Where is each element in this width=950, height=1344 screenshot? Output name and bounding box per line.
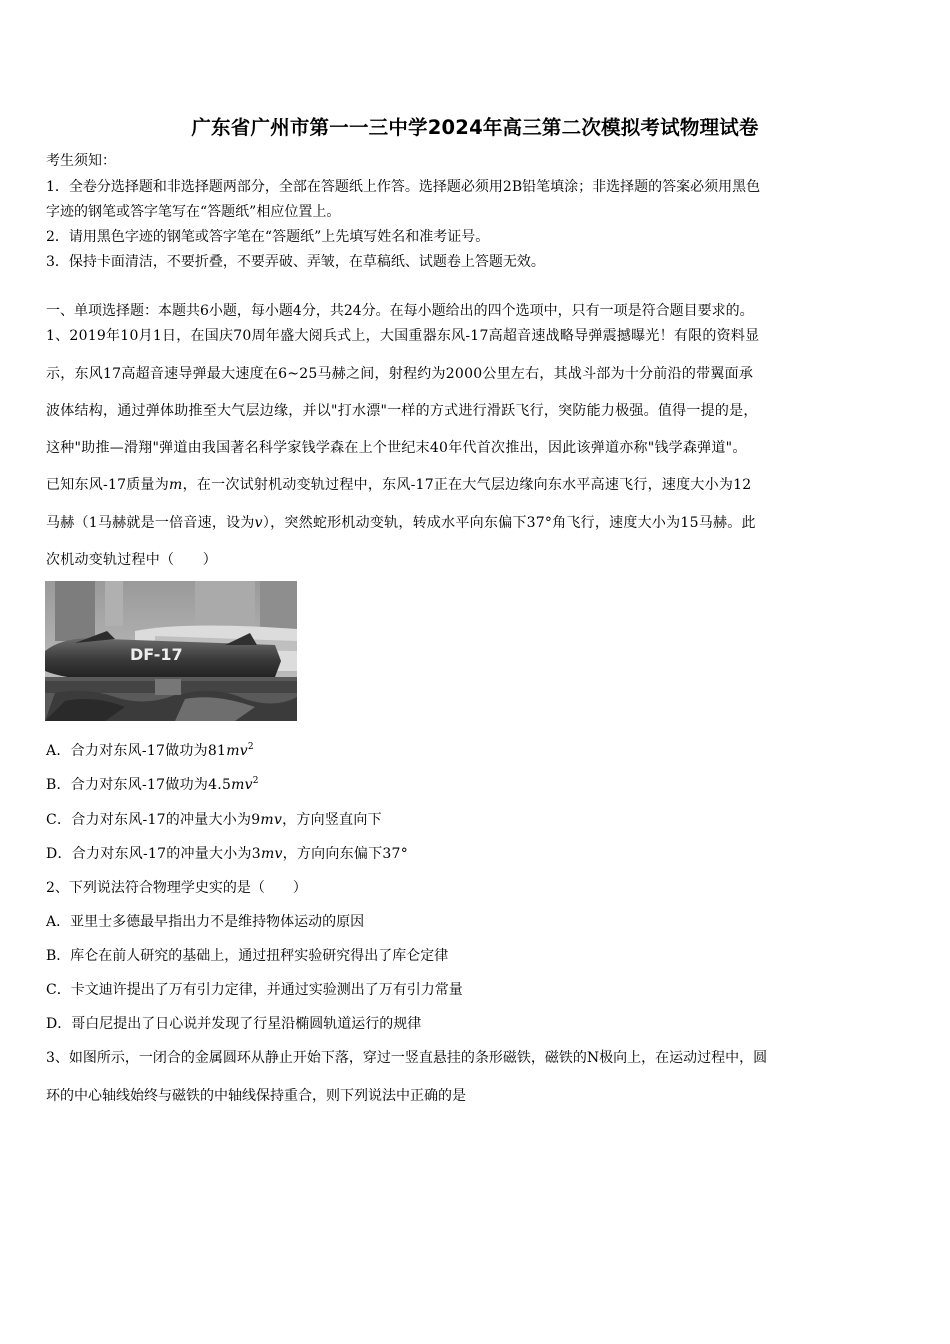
notice-heading: 考生须知：: [46, 153, 116, 169]
notice-item: 1．全卷分选择题和非选择题两部分，全部在答题纸上作答。选择题必须用2B铅笔填涂；非选择题的答案必须用黑色: [46, 179, 761, 195]
notice-item: 2．请用黑色字迹的钢笔或答字笔在“答题纸”上先填写姓名和准考证号。: [46, 229, 490, 245]
notice-item: 字迹的钢笔或答字笔写在“答题纸”相应位置上。: [46, 204, 341, 220]
option-c: C．合力对东风-17的冲量大小为9mv，方向竖直向下: [46, 812, 382, 828]
question-line: 环的中心轴线始终与磁铁的中轴线保持重合，则下列说法中正确的是: [46, 1088, 466, 1104]
question-stem: 2、下列说法符合物理学史实的是（ ）: [46, 880, 307, 896]
question-line: 已知东风-17质量为m，在一次试射机动变轨过程中，东风-17正在大气层边缘向东水平高速飞行，速度大小为12: [46, 477, 752, 493]
option-c: C．卡文迪许提出了万有引力定律，并通过实验测出了万有引力常量: [46, 982, 463, 998]
question-line: 3、如图所示，一闭合的金属圆环从静止开始下落，穿过一竖直悬挂的条形磁铁，磁铁的N极向上，在运动过程中，圆: [46, 1050, 768, 1066]
df17-missile-photo: [45, 581, 297, 721]
page-title: 广东省广州市第一一三中学2024年高三第二次模拟考试物理试卷: [191, 116, 759, 139]
option-a: A．合力对东风-17做功为$81mv^2$: [46, 742, 254, 759]
question-line: 次机动变轨过程中（ ）: [46, 552, 217, 568]
section-heading: 一、单项选择题：本题共6小题，每小题4分，共24分。在每小题给出的四个选项中，只有一项是符合题目要求的。: [46, 303, 754, 319]
option-d: D．合力对东风-17的冲量大小为3mv，方向向东偏下37°: [46, 846, 408, 862]
question-line: 波体结构，通过弹体助推至大气层边缘，并以"打水漂"一样的方式进行滑跃飞行，突防能力极强。值得一提的是，: [46, 403, 758, 419]
notice-item: 3．保持卡面清洁，不要折叠，不要弄破、弄皱，在草稿纸、试题卷上答题无效。: [46, 254, 545, 270]
option-d: D．哥白尼提出了日心说并发现了行星沿椭圆轨道运行的规律: [46, 1016, 422, 1032]
option-b: B．合力对东风-17做功为$4.5mv^2$: [46, 776, 259, 793]
option-b: B．库仑在前人研究的基础上，通过扭秤实验研究得出了库仑定律: [46, 948, 449, 964]
question-line: 这种"助推—滑翔"弹道由我国著名科学家钱学森在上个世纪末40年代首次推出，因此该弹道亦称"钱学森弹道"。: [46, 440, 747, 456]
question-line: 马赫（1马赫就是一倍音速，设为v），突然蛇形机动变轨，转成水平向东偏下37°角飞行，速度大小为15马赫。此: [46, 515, 756, 531]
missile-label: DF-17: [130, 645, 183, 664]
option-a: A．亚里士多德最早指出力不是维持物体运动的原因: [46, 914, 365, 930]
question-line: 示，东风17高超音速导弹最大速度在6~25马赫之间，射程约为2000公里左右，其战斗部为十分前沿的带翼面承: [46, 366, 754, 382]
question-line: 1、2019年10月1日，在国庆70周年盛大阅兵式上，大国重器东风-17高超音速战略导弹震撼曝光！有限的资料显: [46, 328, 760, 344]
